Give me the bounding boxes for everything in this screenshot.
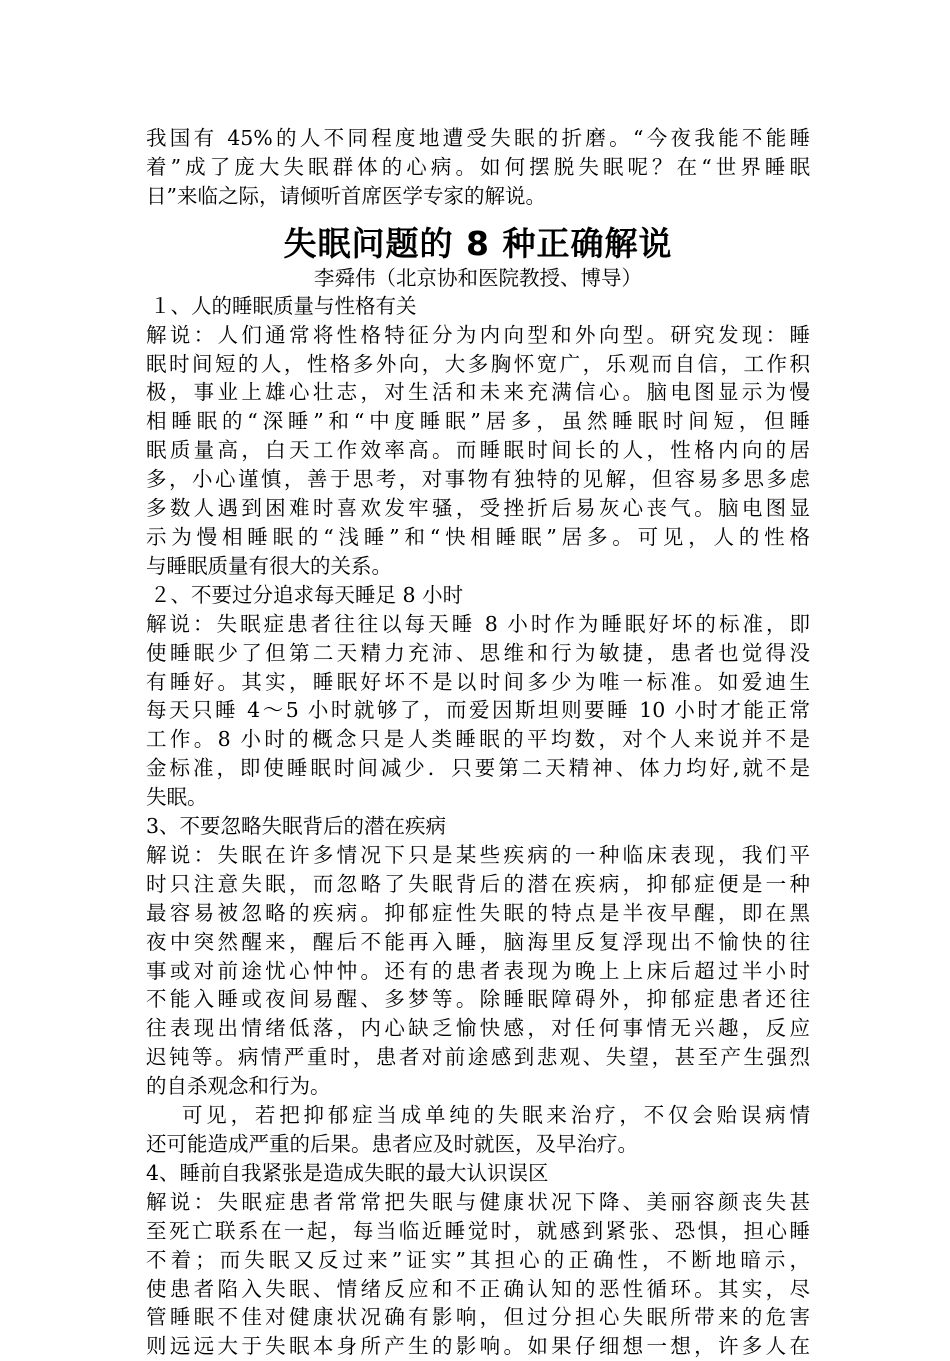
body-line: 失眠。 bbox=[146, 785, 208, 810]
body-line: 可见，若把抑郁症当成单纯的失眠来治疗，不仅会贻误病情 bbox=[182, 1103, 810, 1128]
section-1 bbox=[146, 292, 810, 581]
section-3 bbox=[146, 812, 810, 1159]
body-line: 最容易被忽略的疾病。抑郁症性失眠的特点是半夜早醒，即在黑 bbox=[146, 900, 810, 925]
body-line: 多数人遇到困难时喜欢发牢骚，受挫折后易灰心丧气。脑电图显 bbox=[146, 496, 810, 521]
body-line: 解说：失眠在许多情况下只是某些疾病的一种临床表现，我们平 bbox=[146, 842, 810, 867]
body-line: 夜中突然醒来，醒后不能再入睡，脑海里反复浮现出不愉快的往 bbox=[146, 929, 810, 954]
body-line: 则远远大于失眠本身所产生的影响。如果仔细想一想，许多人在 bbox=[146, 1334, 810, 1359]
section-4 bbox=[146, 1159, 810, 1361]
body-line: 还可能造成严重的后果。患者应及时就医，及早治疗。 bbox=[146, 1132, 638, 1156]
body-line: 至死亡联系在一起，每当临近睡觉时，就感到紧张、恐惧，担心睡 bbox=[146, 1218, 810, 1243]
body-line: 相睡眠的“深睡”和“中度睡眠”居多，虽然睡眠时间短，但睡 bbox=[146, 409, 810, 434]
intro-line: 我国有 45%的人不同程度地遭受失眠的折磨。“今夜我能不能睡 bbox=[146, 126, 810, 150]
article-author: 李舜伟（北京协和医院教授、博导） bbox=[314, 265, 642, 290]
body-line: 使睡眠少了但第二天精力充沛、思维和行为敏捷，患者也觉得没 bbox=[146, 640, 810, 665]
body-line: 眠质量高，白天工作效率高。而睡眠时间长的人，性格内向的居 bbox=[146, 438, 810, 463]
body-line: 示为慢相睡眠的“浅睡”和“快相睡眠”居多。可见，人的性格 bbox=[146, 524, 810, 549]
intro-line: 着”成了庞大失眠群体的心病。如何摆脱失眠呢？在“世界睡眠 bbox=[146, 154, 810, 179]
body-line: 极，事业上雄心壮志，对生活和未来充满信心。脑电图显示为慢 bbox=[146, 380, 810, 405]
body-line: 与睡眠质量有很大的关系。 bbox=[146, 553, 392, 578]
body-line: 解说：失眠症患者往往以每天睡 8 小时作为睡眠好坏的标准，即 bbox=[146, 611, 810, 636]
body-line: 管睡眠不佳对健康状况确有影响，但过分担心失眠所带来的危害 bbox=[146, 1305, 810, 1330]
body-line: 时只注意失眠，而忽略了失眠背后的潜在疾病，抑郁症便是一种 bbox=[146, 871, 810, 896]
body-line: 往表现出情绪低落，内心缺乏愉快感，对任何事情无兴趣，反应 bbox=[146, 1016, 810, 1041]
intro-line: 日”来临之际，请倾听首席医学专家的解说。 bbox=[146, 183, 546, 208]
section-heading: ２、不要过分追求每天睡足 8 小时 bbox=[150, 582, 464, 607]
body-line: 有睡好。其实，睡眠好坏不是以时间多少为唯一标准。如爱迪生 bbox=[146, 669, 810, 694]
body-line: 解说：人们通常将性格特征分为内向型和外向型。研究发现：睡 bbox=[146, 322, 810, 347]
section-2 bbox=[146, 581, 810, 812]
body-line: 每天只睡 4～5 小时就够了，而爱因斯坦则要睡 10 小时才能正常 bbox=[146, 698, 810, 723]
body-line: 金标准，即使睡眠时间减少．只要第二天精神、体力均好,就不是 bbox=[146, 756, 810, 781]
body-line: 事或对前途忧心忡忡。还有的患者表现为晚上上床后超过半小时 bbox=[146, 958, 810, 983]
body-line: 使患者陷入失眠、情绪反应和不正确认知的恶性循环。其实，尽 bbox=[146, 1276, 810, 1301]
body-line: 眠时间短的人，性格多外向，大多胸怀宽广，乐观而自信，工作积 bbox=[146, 351, 810, 376]
body-line: 多，小心谨慎，善于思考，对事物有独特的见解，但容易多思多虑 bbox=[146, 467, 810, 492]
body-line: 迟钝等。病情严重时，患者对前途感到悲观、失望，甚至产生强烈 bbox=[146, 1045, 810, 1070]
document-page bbox=[146, 124, 810, 1361]
body-line: 解说：失眠症患者常常把失眠与健康状况下降、美丽容颜丧失甚 bbox=[146, 1189, 810, 1214]
body-line: 不着；而失眠又反过来”证实”其担心的正确性，不断地暗示， bbox=[146, 1247, 810, 1272]
body-line: 不能入睡或夜间易醒、多梦等。除睡眠障碍外，抑郁症患者还往 bbox=[146, 987, 810, 1012]
section-heading: １、人的睡眠质量与性格有关 bbox=[150, 293, 417, 318]
body-line: 的自杀观念和行为。 bbox=[146, 1074, 331, 1099]
body-line: 工作。8 小时的概念只是人类睡眠的平均数，对个人来说并不是 bbox=[146, 727, 810, 752]
article-title: 失眠问题的 8 种正确解说 bbox=[283, 223, 673, 263]
intro-paragraph bbox=[146, 124, 810, 211]
section-heading: 3、不要忽略失眠背后的潜在疾病 bbox=[146, 814, 447, 839]
section-heading: 4、睡前自我紧张是造成失眠的最大认识误区 bbox=[146, 1160, 549, 1185]
